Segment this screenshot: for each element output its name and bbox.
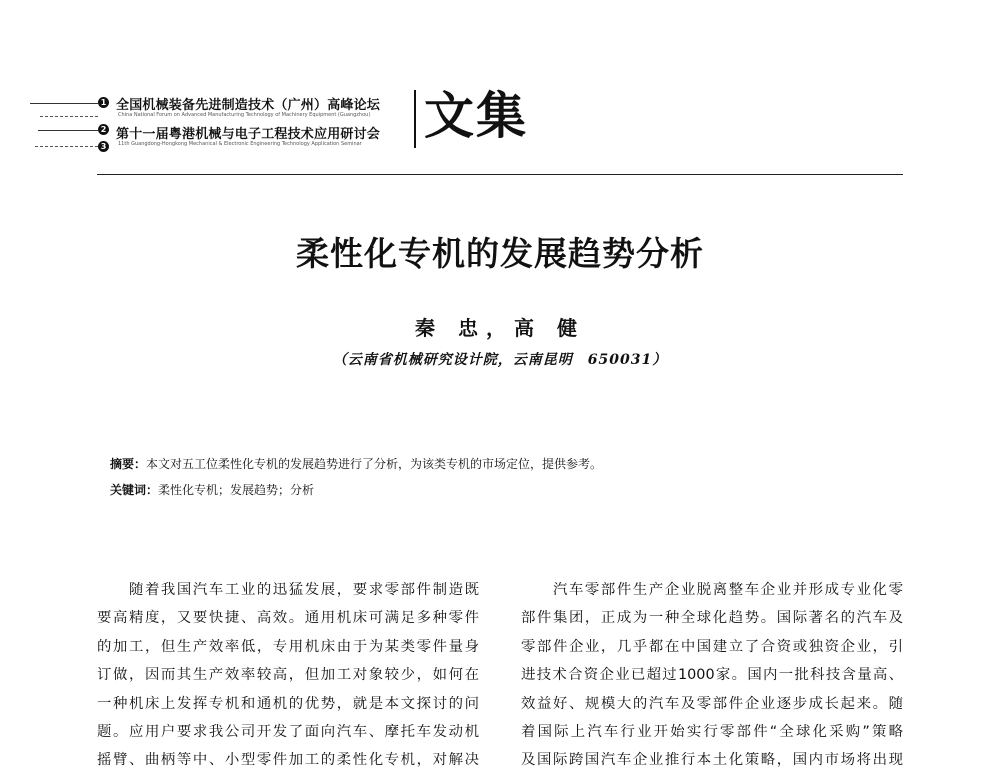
paper-authors: 秦 忠，高 健 — [415, 316, 585, 340]
header-leader-line-4 — [35, 146, 98, 147]
collection-logo: 文集 — [424, 86, 528, 145]
abstract-text: 本文对五工位柔性化专机的发展趋势进行了分析，为该类专机的市场定位，提供参考。 — [146, 457, 603, 471]
body-text-line: 着国际上汽车行业开始实行零部件“全球化采购”策略 — [521, 723, 903, 740]
body-text-line: 随着我国汽车工业的迅猛发展，要求零部件制造既 — [97, 582, 479, 598]
body-text-line: 要高精度，又要快捷、高效。通用机床可满足多种零件 — [97, 610, 479, 627]
body-text-line: 进技术合资企业已超过1000家。国内一批科技含量高、 — [521, 667, 903, 684]
header-rule — [97, 174, 903, 175]
bullet-icon: 3 — [98, 141, 109, 152]
body-text-line: 摇臂、曲柄等中、小型零件加工的柔性化专机，对解决 — [97, 752, 479, 769]
header-leader-line-2 — [40, 116, 98, 117]
header-leader-line-3 — [38, 130, 98, 131]
body-text-line: 汽车零部件生产企业脱离整车企业并形成专业化零 — [521, 582, 903, 598]
abstract-label: 摘要： — [110, 457, 147, 471]
body-text-line: 订做，因而其生产效率较高，但加工对象较少，如何在 — [97, 667, 479, 684]
keywords-text: 柔性化专机；发展趋势；分析 — [158, 483, 315, 497]
symposium-subtitle: 11th Guangdong-Hongkong Mechanical & Electronic Engineering Technology Application Seminar — [118, 141, 362, 147]
bullet-icon: 1 — [98, 97, 109, 108]
body-text-line: 的加工，但生产效率低，专用机床由于为某类零件量身 — [97, 638, 479, 655]
forum-subtitle: China National Forum on Advanced Manufacturing Technology of Machinery Equipment (Guangzhou) — [118, 112, 371, 118]
body-text-line: 零部件企业，几乎都在中国建立了合资或独资企业，引 — [521, 638, 903, 655]
header-divider — [414, 90, 416, 148]
symposium-title: 第十一届粤港机械与电子工程技术应用研讨会 — [116, 127, 381, 142]
keywords — [110, 481, 314, 498]
body-text-line: 题。应用户要求我公司开发了面向汽车、摩托车发动机 — [97, 723, 479, 740]
bullet-icon: 2 — [98, 124, 109, 135]
abstract — [110, 455, 602, 472]
body-text-line: 效益好、规模大的汽车及零部件企业逐步成长起来。随 — [521, 695, 903, 712]
body-text-line: 部件集团，正成为一种全球化趋势。国际著名的汽车及 — [521, 610, 903, 627]
keywords-label: 关键词： — [110, 483, 159, 497]
body-right-column — [521, 576, 903, 775]
paper-affiliation: （云南省机械研究设计院，云南昆明 650031） — [332, 352, 668, 368]
body-text-line: 及国际跨国汽车企业推行本土化策略，国内市场将出现 — [521, 752, 903, 769]
body-text-line: 一种机床上发挥专机和通机的优势，就是本文探讨的问 — [97, 695, 479, 712]
body-left-column — [97, 576, 479, 775]
paper-title: 柔性化专机的发展趋势分析 — [296, 234, 704, 273]
forum-title: 全国机械装备先进制造技术（广州）高峰论坛 — [116, 98, 381, 113]
header-leader-line-1 — [30, 103, 98, 104]
